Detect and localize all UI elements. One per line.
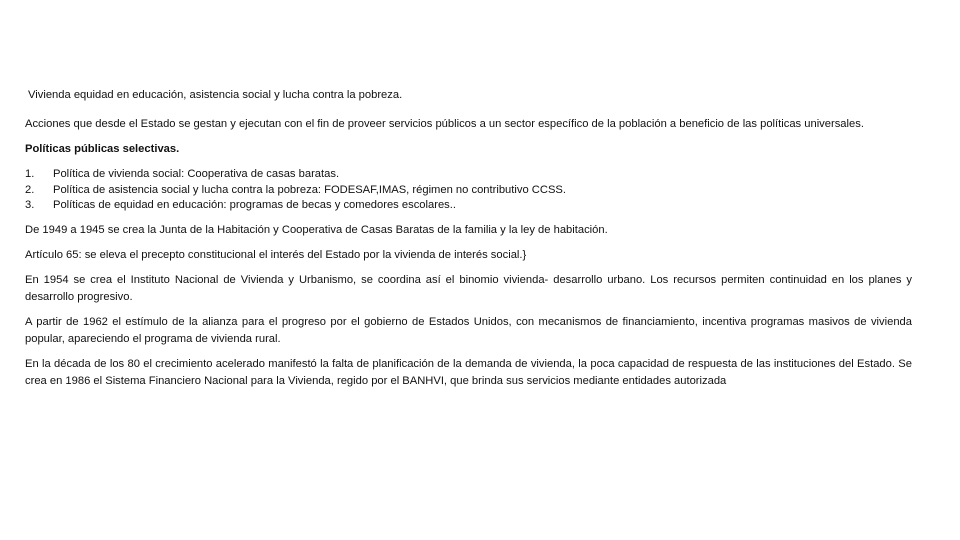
paragraph-1962: A partir de 1962 el estímulo de la alianza para el progreso por el gobierno de Estados Unidos, con mecanismos de financiamiento, incentiva programas masivos de vivienda popular, apareciendo el programa de vivienda rural. [25, 315, 912, 345]
slide-content [25, 87, 912, 398]
list-item-text: Política de vivienda social: Cooperativa de casas baratas. [53, 168, 340, 180]
paragraph-1949: De 1949 a 1945 se crea la Junta de la Habitación y Cooperativa de Casas Baratas de la familia y la ley de habitación. [25, 223, 608, 236]
list-item [25, 183, 912, 199]
paragraph-1954: En 1954 se crea el Instituto Nacional de Vivienda y Urbanismo, se coordina así el binomio vivienda- desarrollo urbano. Los recursos permiten continuidad en los planes y desarrollo progresivo. [25, 273, 912, 303]
list-item-text: Política de asistencia social y lucha contra la pobreza: FODESAF,IMAS, régimen no contributivo CCSS. [53, 183, 566, 196]
section-heading: Políticas públicas selectivas. [25, 143, 180, 155]
list-item [25, 167, 912, 183]
list-item [25, 198, 912, 214]
list-item-number: 2. [25, 183, 35, 196]
list-item-text: Políticas de equidad en educación: programas de becas y comedores escolares.. [53, 199, 456, 211]
intro-line: Vivienda equidad en educación, asistencia social y lucha contra la pobreza. [28, 89, 403, 101]
policy-list [25, 167, 912, 214]
paragraph-articulo-65: Artículo 65: se eleva el precepto constitucional el interés del Estado por la vivienda de interés social.} [25, 248, 527, 261]
paragraph-decada-80: En la década de los 80 el crecimiento acelerado manifestó la falta de planificación de la demanda de vivienda, la poca capacidad de respuesta de las instituciones del Estado. Se crea en 1986 el Sistema Financiero Nacional para la Vivienda, regido por el BANHVI, que brinda sus servicios mediante entidades autorizada [25, 357, 912, 387]
list-item-number: 1. [25, 168, 35, 180]
definition-paragraph: Acciones que desde el Estado se gestan y ejecutan con el fin de proveer servicios públicos a un sector específico de la población a beneficio de las políticas universales. [25, 118, 864, 130]
list-item-number: 3. [25, 199, 35, 211]
